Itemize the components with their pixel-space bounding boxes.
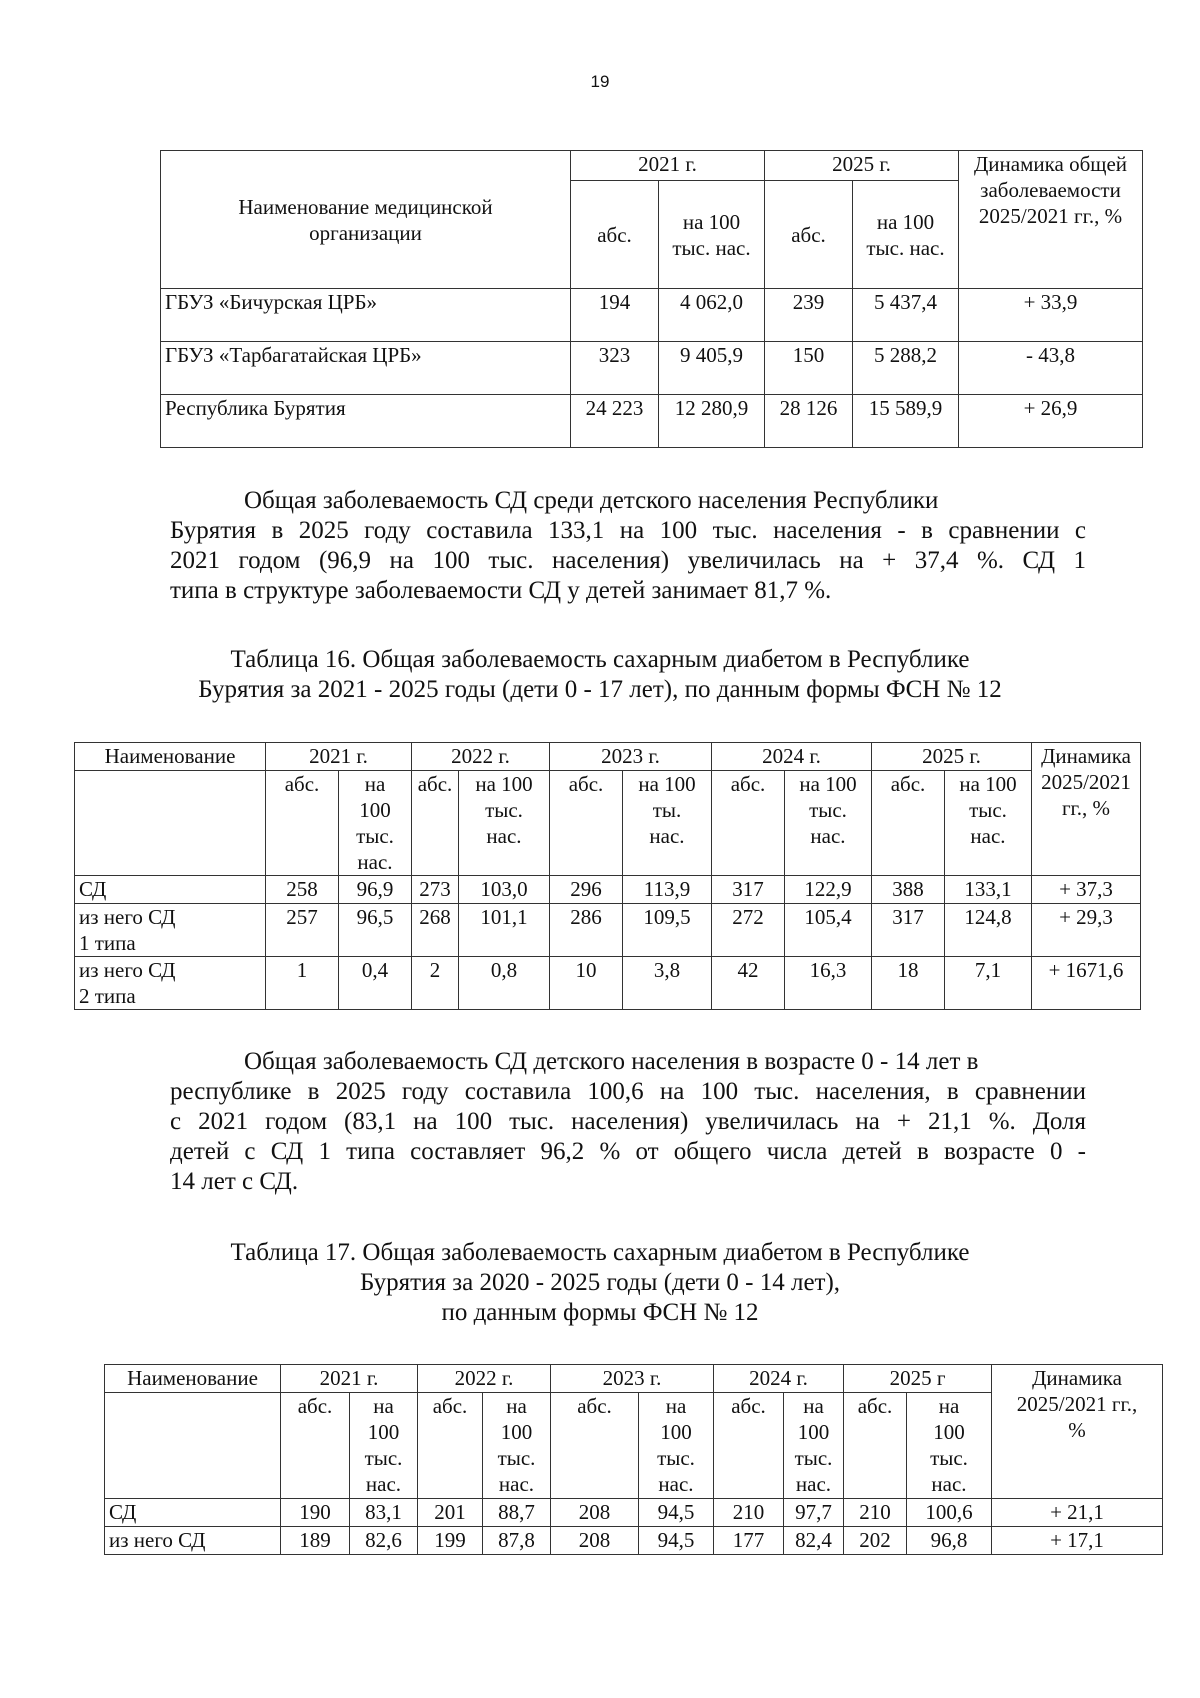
cell: 9 405,9 xyxy=(659,342,765,395)
paragraph-line: 2021 годом (96,9 на 100 тыс. населения) увеличилась на + 37,4 %. СД 1 xyxy=(170,547,1086,574)
caption-line: Бурятия за 2020 - 2025 годы (дети 0 - 14 лет), xyxy=(359,1269,841,1296)
cell: 109,5 xyxy=(623,904,712,957)
cell-dynamics: + 29,3 xyxy=(1032,904,1141,957)
cell: 286 xyxy=(550,904,623,957)
header-year: 2023 г. xyxy=(550,743,712,771)
cell: + 33,9 xyxy=(959,289,1143,342)
cell: 15 589,9 xyxy=(853,395,959,448)
cell: 7,1 xyxy=(945,957,1032,1010)
row-name: Республика Бурятия xyxy=(161,395,571,448)
cell: 257 xyxy=(266,904,339,957)
paragraph-line: типа в структуре заболеваемости СД у детей занимает 81,7 %. xyxy=(170,577,832,604)
cell: 87,8 xyxy=(483,1527,551,1555)
row-name: СД xyxy=(75,876,266,904)
header-year-2025: 2025 г. xyxy=(765,151,959,181)
cell: 124,8 xyxy=(945,904,1032,957)
header-per100: на 100 тыс. нас. xyxy=(483,1393,551,1499)
header-name: Наименование xyxy=(75,743,266,771)
cell: 28 126 xyxy=(765,395,853,448)
header-year: 2024 г. xyxy=(714,1365,844,1393)
row-name: СД xyxy=(105,1499,281,1527)
cell: 42 xyxy=(712,957,785,1010)
row-name: из него СД 1 типа xyxy=(75,904,266,957)
header-per100: на 100 тыс. нас. xyxy=(659,181,765,289)
header-per100: на 100 тыс. нас. xyxy=(907,1393,992,1499)
table-17-caption xyxy=(0,1238,1200,1328)
cell: 0,4 xyxy=(339,957,412,1010)
header-abs: абс. xyxy=(872,771,945,876)
cell: 239 xyxy=(765,289,853,342)
cell: 272 xyxy=(712,904,785,957)
cell-dynamics: + 1671,6 xyxy=(1032,957,1141,1010)
cell: 208 xyxy=(551,1527,639,1555)
header-abs: абс. xyxy=(712,771,785,876)
cell: 202 xyxy=(844,1527,907,1555)
header-name: Наименование xyxy=(105,1365,281,1393)
cell: - 43,8 xyxy=(959,342,1143,395)
cell: 317 xyxy=(712,876,785,904)
cell-dynamics: + 21,1 xyxy=(992,1499,1163,1527)
cell: 97,7 xyxy=(784,1499,844,1527)
header-abs: абс. xyxy=(571,181,659,289)
header-year: 2025 г. xyxy=(872,743,1032,771)
table-16 xyxy=(74,742,1141,1010)
cell: 18 xyxy=(872,957,945,1010)
table-row xyxy=(105,1527,1163,1555)
header-year: 2024 г. xyxy=(712,743,872,771)
page-number: 19 xyxy=(590,72,610,91)
cell: 12 280,9 xyxy=(659,395,765,448)
cell: 208 xyxy=(551,1499,639,1527)
header-per100: на 100 тыс. нас. xyxy=(350,1393,418,1499)
paragraph-line: 14 лет с СД. xyxy=(170,1168,299,1195)
cell: 105,4 xyxy=(785,904,872,957)
cell: 1 xyxy=(266,957,339,1010)
cell: 273 xyxy=(412,876,459,904)
cell: 268 xyxy=(412,904,459,957)
cell: 94,5 xyxy=(639,1527,714,1555)
header-abs: абс. xyxy=(266,771,339,876)
cell: 16,3 xyxy=(785,957,872,1010)
cell: 88,7 xyxy=(483,1499,551,1527)
cell: 5 437,4 xyxy=(853,289,959,342)
caption-line: Бурятия за 2021 - 2025 годы (дети 0 - 17 лет), по данным формы ФСН № 12 xyxy=(198,676,1002,703)
paragraph-line: детей с СД 1 типа составляет 96,2 % от общего числа детей в возрасте 0 - xyxy=(170,1138,1086,1165)
paragraph-1 xyxy=(170,486,1086,606)
paragraph-line: Бурятия в 2025 году составила 133,1 на 100 тыс. населения - в сравнении с xyxy=(170,517,1086,544)
header-year-2021: 2021 г. xyxy=(571,151,765,181)
cell: 96,8 xyxy=(907,1527,992,1555)
cell: 190 xyxy=(281,1499,350,1527)
header-per100: на 100 тыс. нас. xyxy=(945,771,1032,876)
header-abs: абс. xyxy=(765,181,853,289)
table-row xyxy=(161,342,1143,395)
table-row xyxy=(75,876,1141,904)
header-year: 2023 г. xyxy=(551,1365,714,1393)
row-name: ГБУЗ «Бичурская ЦРБ» xyxy=(161,289,571,342)
table-16-caption xyxy=(0,645,1200,705)
cell: 258 xyxy=(266,876,339,904)
cell: 388 xyxy=(872,876,945,904)
caption-line: Таблица 17. Общая заболеваемость сахарным диабетом в Республике xyxy=(230,1239,970,1266)
cell: 296 xyxy=(550,876,623,904)
header-abs: абс. xyxy=(418,1393,483,1499)
table-row xyxy=(75,904,1141,957)
paragraph-line: республике в 2025 году составила 100,6 на 100 тыс. населения, в сравнении xyxy=(170,1078,1086,1105)
paragraph-2 xyxy=(170,1047,1086,1197)
header-abs: абс. xyxy=(412,771,459,876)
paragraph-line: с 2021 годом (83,1 на 100 тыс. населения) увеличилась на + 21,1 %. Доля xyxy=(170,1108,1086,1135)
row-name: ГБУЗ «Тарбагатайская ЦРБ» xyxy=(161,342,571,395)
table-row xyxy=(75,957,1141,1010)
header-abs: абс. xyxy=(844,1393,907,1499)
header-year: 2021 г. xyxy=(266,743,412,771)
header-per100: на 100 тыс. нас. xyxy=(339,771,412,876)
cell: + 26,9 xyxy=(959,395,1143,448)
header-empty xyxy=(105,1393,281,1499)
cell: 199 xyxy=(418,1527,483,1555)
header-per100: на 100 тыс. нас. xyxy=(639,1393,714,1499)
cell: 201 xyxy=(418,1499,483,1527)
cell: 5 288,2 xyxy=(853,342,959,395)
header-per100: на 100 тыс. нас. xyxy=(784,1393,844,1499)
header-dynamics: Динамика 2025/2021 гг., % xyxy=(1032,743,1141,876)
cell: 101,1 xyxy=(459,904,550,957)
cell: 150 xyxy=(765,342,853,395)
caption-line: по данным формы ФСН № 12 xyxy=(441,1299,759,1326)
table-17 xyxy=(104,1364,1163,1555)
cell: 83,1 xyxy=(350,1499,418,1527)
cell: 0,8 xyxy=(459,957,550,1010)
cell: 4 062,0 xyxy=(659,289,765,342)
cell: 133,1 xyxy=(945,876,1032,904)
cell: 317 xyxy=(872,904,945,957)
header-org: Наименование медицинской организации xyxy=(161,151,571,289)
caption-line: Таблица 16. Общая заболеваемость сахарным диабетом в Республике xyxy=(230,646,970,673)
header-year: 2025 г xyxy=(844,1365,992,1393)
header-abs: абс. xyxy=(551,1393,639,1499)
header-dynamics: Динамика 2025/2021 гг., % xyxy=(992,1365,1163,1499)
cell: 210 xyxy=(844,1499,907,1527)
header-per100: на 100 тыс. нас. xyxy=(785,771,872,876)
header-empty xyxy=(75,771,266,876)
table-15 xyxy=(160,150,1143,448)
paragraph-line: Общая заболеваемость СД среди детского населения Республики xyxy=(244,487,939,514)
header-year: 2022 г. xyxy=(412,743,550,771)
cell: 24 223 xyxy=(571,395,659,448)
cell: 113,9 xyxy=(623,876,712,904)
cell: 194 xyxy=(571,289,659,342)
cell: 210 xyxy=(714,1499,784,1527)
row-name: из него СД xyxy=(105,1527,281,1555)
header-abs: абс. xyxy=(550,771,623,876)
cell: 82,4 xyxy=(784,1527,844,1555)
paragraph-line: Общая заболеваемость СД детского населения в возрасте 0 - 14 лет в xyxy=(244,1048,979,1075)
cell: 10 xyxy=(550,957,623,1010)
cell: 2 xyxy=(412,957,459,1010)
table-row xyxy=(105,1499,1163,1527)
cell: 177 xyxy=(714,1527,784,1555)
cell: 94,5 xyxy=(639,1499,714,1527)
cell: 103,0 xyxy=(459,876,550,904)
cell: 122,9 xyxy=(785,876,872,904)
header-per100: на 100 тыс. нас. xyxy=(853,181,959,289)
header-abs: абс. xyxy=(714,1393,784,1499)
cell-dynamics: + 17,1 xyxy=(992,1527,1163,1555)
header-per100: на 100 тыс. нас. xyxy=(459,771,550,876)
table-row xyxy=(161,395,1143,448)
cell: 100,6 xyxy=(907,1499,992,1527)
header-abs: абс. xyxy=(281,1393,350,1499)
cell: 96,5 xyxy=(339,904,412,957)
cell: 189 xyxy=(281,1527,350,1555)
cell-dynamics: + 37,3 xyxy=(1032,876,1141,904)
header-dynamics: Динамика общей заболеваемости 2025/2021 гг., % xyxy=(959,151,1143,289)
header-year: 2022 г. xyxy=(418,1365,551,1393)
header-per100: на 100 ты. нас. xyxy=(623,771,712,876)
table-row xyxy=(161,289,1143,342)
cell: 96,9 xyxy=(339,876,412,904)
header-year: 2021 г. xyxy=(281,1365,418,1393)
row-name: из него СД 2 типа xyxy=(75,957,266,1010)
cell: 82,6 xyxy=(350,1527,418,1555)
cell: 3,8 xyxy=(623,957,712,1010)
cell: 323 xyxy=(571,342,659,395)
